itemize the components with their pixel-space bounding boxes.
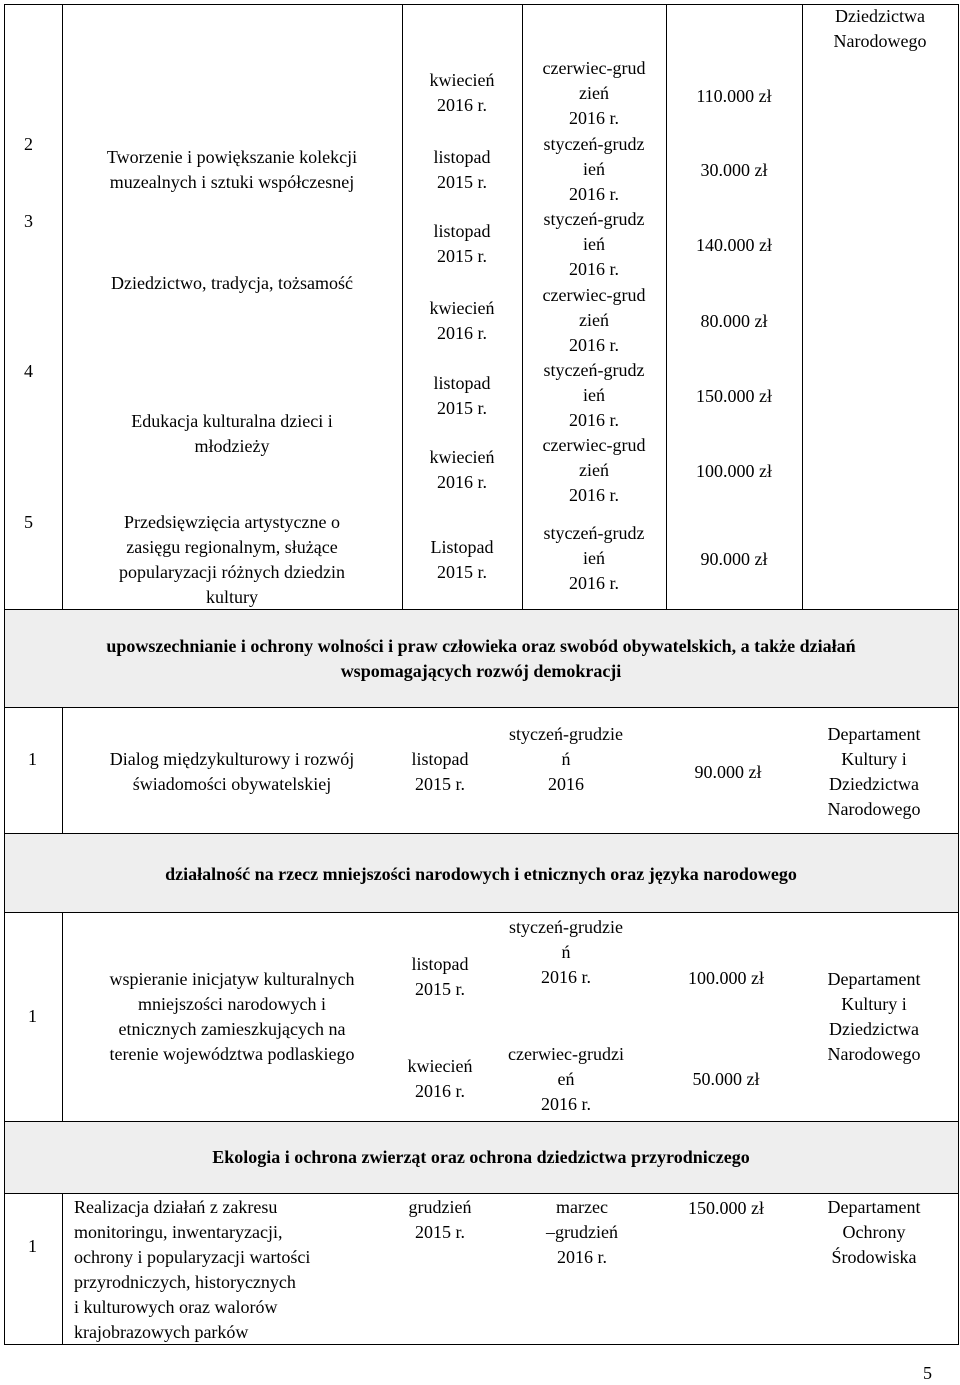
task-cell <box>62 271 402 296</box>
rule <box>4 1193 5 1345</box>
department-line: Środowiska <box>831 1247 917 1267</box>
department-line: Narodowego <box>827 1044 921 1064</box>
realization-period <box>522 358 666 433</box>
period-line: ń <box>561 942 571 962</box>
date-year: 2015 r. <box>436 398 487 418</box>
period-line: styczeń-grudzie <box>509 917 623 937</box>
date-month: kwiecień <box>429 447 495 467</box>
period-line: 2016 r. <box>540 1094 591 1114</box>
amount: 100.000 zł <box>688 968 764 988</box>
task-line: etnicznych zamieszkujących na <box>118 1019 346 1039</box>
period-line: 2016 r. <box>556 1247 607 1267</box>
amount: 30.000 zł <box>700 160 768 180</box>
rule <box>62 1193 63 1345</box>
amount: 80.000 zł <box>700 311 768 331</box>
section-heading <box>4 1145 958 1170</box>
date-year: 2016 r. <box>436 323 487 343</box>
page-number: 5 <box>923 1363 932 1383</box>
task-line: popularyzacji różnych dziedzin <box>119 562 345 582</box>
realization-period <box>494 1042 638 1117</box>
rule <box>958 1121 959 1194</box>
period-line: 2016 r. <box>568 573 619 593</box>
task-line: przyrodniczych, historycznych <box>74 1272 296 1292</box>
rule <box>4 1193 958 1194</box>
task-line: Realizacja działań z zakresu <box>74 1197 278 1217</box>
period-line: ień <box>583 548 605 568</box>
realization-period <box>522 207 666 282</box>
period-line: styczeń-grudzie <box>509 724 623 744</box>
row-number: 4 <box>24 361 33 381</box>
task-line: krajobrazowych parków <box>74 1322 249 1342</box>
task-line: Dialog międzykulturowy i rozwój <box>109 749 355 769</box>
row-number: 3 <box>24 211 33 231</box>
rule <box>958 1193 959 1345</box>
period-line: czerwiec-grud <box>542 58 646 78</box>
realization-period <box>510 1195 654 1270</box>
row-number: 1 <box>28 749 37 769</box>
row-number: 2 <box>24 134 33 154</box>
period-line: zień <box>579 310 609 330</box>
amount: 110.000 zł <box>696 86 772 106</box>
period-line: 2016 r. <box>568 485 619 505</box>
date-month: grudzień <box>408 1197 472 1217</box>
rule <box>958 912 959 1122</box>
realization-period <box>522 283 666 358</box>
date-year: 2015 r. <box>436 172 487 192</box>
announce-date <box>402 145 522 195</box>
announce-date <box>380 952 500 1002</box>
date-year: 2016 r. <box>436 472 487 492</box>
announce-date <box>402 219 522 269</box>
announce-date <box>380 1054 500 1104</box>
period-line: zień <box>579 460 609 480</box>
department-line: Dziedzictwa <box>829 774 919 794</box>
realization-period <box>522 521 666 596</box>
task-cell <box>74 1195 384 1345</box>
announce-date <box>402 535 522 585</box>
amount: 90.000 zł <box>700 549 768 569</box>
period-line: ń <box>561 749 571 769</box>
period-line: czerwiec-grudzi <box>508 1044 624 1064</box>
department-line: Departament <box>827 724 921 744</box>
date-month: listopad <box>433 373 491 393</box>
task-line: Przedsięwzięcia artystyczne o <box>124 512 340 532</box>
task-line: Tworzenie i powiększanie kolekcji <box>106 147 358 167</box>
task-cell <box>62 409 402 459</box>
department-line: Narodowego <box>827 799 921 819</box>
department-cell <box>796 967 952 1067</box>
announce-date <box>402 68 522 118</box>
period-line: styczeń-grudz <box>543 523 645 543</box>
realization-period <box>494 915 638 990</box>
announce-date <box>402 371 522 421</box>
period-line: 2016 r. <box>568 259 619 279</box>
date-year: 2015 r. <box>436 246 487 266</box>
department-line: Kultury i <box>841 994 907 1014</box>
date-year: 2015 r. <box>414 774 465 794</box>
realization-period <box>522 56 666 131</box>
period-line: styczeń-grudz <box>543 360 645 380</box>
heading-line: wspomagających rozwój demokracji <box>340 661 622 681</box>
period-line: ień <box>583 159 605 179</box>
department-cell <box>796 722 952 822</box>
amount: 50.000 zł <box>692 1069 760 1089</box>
date-year: 2015 r. <box>414 979 465 999</box>
task-cell <box>62 747 402 797</box>
task-line: i kulturowych oraz walorów <box>74 1297 278 1317</box>
period-line: marzec <box>556 1197 608 1217</box>
period-line: 2016 r. <box>540 967 591 987</box>
date-month: listopad <box>411 749 469 769</box>
realization-period <box>522 132 666 207</box>
period-line: styczeń-grudz <box>543 209 645 229</box>
amount: 90.000 zł <box>694 762 762 782</box>
amount: 150.000 zł <box>688 1198 764 1218</box>
date-year: 2016 r. <box>414 1081 465 1101</box>
rule <box>4 707 5 834</box>
period-line: eń <box>557 1069 575 1089</box>
period-line: 2016 r. <box>568 184 619 204</box>
period-line: 2016 <box>548 774 584 794</box>
period-line: 2016 r. <box>568 335 619 355</box>
period-line: czerwiec-grud <box>542 435 646 455</box>
rule <box>958 707 959 834</box>
date-year: 2015 r. <box>414 1222 465 1242</box>
rule <box>4 912 958 913</box>
period-line: 2016 r. <box>568 108 619 128</box>
task-line: zasięgu regionalnym, służące <box>126 537 338 557</box>
section-heading <box>4 862 958 887</box>
period-line: ień <box>583 385 605 405</box>
row-number: 5 <box>24 512 33 532</box>
rule <box>4 707 958 708</box>
task-line: ochrony i popularyzacji wartości <box>74 1247 311 1267</box>
row-number: 1 <box>28 1006 37 1026</box>
date-month: listopad <box>433 221 491 241</box>
heading-line: działalność na rzecz mniejszości narodowych i etnicznych oraz języka narodowego <box>165 864 797 884</box>
period-line: 2016 r. <box>568 410 619 430</box>
department-line: Kultury i <box>841 749 907 769</box>
date-month: kwiecień <box>429 70 495 90</box>
rule <box>4 4 5 610</box>
department-line: Dziedzictwa <box>829 1019 919 1039</box>
amount: 140.000 zł <box>696 235 772 255</box>
task-line: kultury <box>206 587 258 607</box>
task-line: Edukacja kulturalna dzieci i <box>131 411 333 431</box>
date-month: kwiecień <box>429 298 495 318</box>
task-cell <box>62 967 402 1067</box>
department-cell <box>802 4 958 54</box>
period-line: styczeń-grudz <box>543 134 645 154</box>
period-line: ień <box>583 234 605 254</box>
realization-period <box>494 722 638 797</box>
period-line: czerwiec-grud <box>542 285 646 305</box>
announce-date <box>402 296 522 346</box>
date-year: 2015 r. <box>436 562 487 582</box>
period-line: –grudzień <box>546 1222 618 1242</box>
task-line: monitoringu, inwentaryzacji, <box>74 1222 283 1242</box>
task-line: wspieranie inicjatyw kulturalnych <box>109 969 355 989</box>
amount: 100.000 zł <box>696 461 772 481</box>
date-month: kwiecień <box>407 1056 473 1076</box>
section-heading <box>4 634 958 684</box>
date-month: listopad <box>433 147 491 167</box>
task-line: mniejszości narodowych i <box>138 994 326 1014</box>
task-cell <box>62 145 402 195</box>
date-month: listopad <box>411 954 469 974</box>
department-line: Ochrony <box>842 1222 906 1242</box>
rule <box>4 912 5 1122</box>
row-number: 1 <box>28 1236 37 1256</box>
amount: 150.000 zł <box>696 386 772 406</box>
task-line: Dziedzictwo, tradycja, tożsamość <box>111 273 353 293</box>
rule <box>958 833 959 913</box>
heading-line: upowszechnianie i ochrony wolności i praw człowieka oraz swobód obywatelskich, a także działań <box>106 636 856 656</box>
department-line: Narodowego <box>833 31 927 51</box>
department-line: Departament <box>827 969 921 989</box>
task-line: młodzieży <box>194 436 270 456</box>
department-line: Dziedzictwa <box>835 6 925 26</box>
date-month: Listopad <box>430 537 494 557</box>
department-cell <box>796 1195 952 1270</box>
date-year: 2016 r. <box>436 95 487 115</box>
heading-line: Ekologia i ochrona zwierząt oraz ochrona dziedzictwa przyrodniczego <box>212 1147 750 1167</box>
rule <box>802 4 803 610</box>
rule <box>958 609 959 708</box>
task-line: świadomości obywatelskiej <box>132 774 332 794</box>
announce-date <box>380 1195 500 1245</box>
rule <box>958 4 959 610</box>
department-line: Departament <box>827 1197 921 1217</box>
task-line: terenie województwa podlaskiego <box>109 1044 355 1064</box>
realization-period <box>522 433 666 508</box>
period-line: zień <box>579 83 609 103</box>
task-cell <box>62 510 402 610</box>
announce-date <box>402 445 522 495</box>
task-line: muzealnych i sztuki współczesnej <box>109 172 355 192</box>
announce-date <box>380 747 500 797</box>
